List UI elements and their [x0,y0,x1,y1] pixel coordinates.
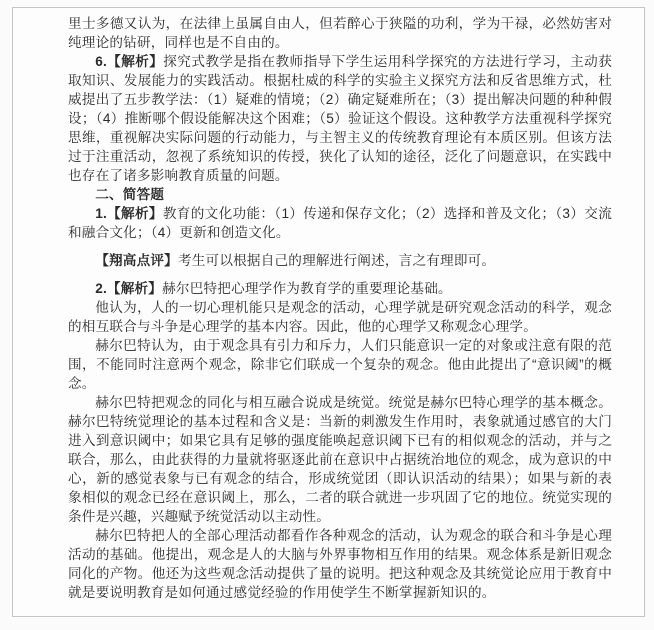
paragraph-text: 赫尔巴特把观念的同化与相互融合说成是统觉。统觉是赫尔巴特心理学的基本概念。赫尔巴特统觉理论的基本过程和含义是：当新的刺激发生作用时，表象就通过感官的大门进入到意识阈中；如果它具有足够的强度能唤起意识阈下已有的相似观念的活动，并与之联合，那么，由此获得的力量就将驱逐此前在意识中占据统治地位的观念，成为意识的中心，新的感觉表象与已有观念的结合，形成统觉团（即认识活动的结果）；如果与新的表象相似的观念已经在意识阈上，那么，二者的联合就进一步巩固了它的地位。统觉实现的条件是兴趣，兴趣赋予统觉活动以主动性。 [68,395,612,524]
section-heading [68,185,612,204]
paragraph-text: 教育的文化功能：（1）传递和保存文化；（2）选择和普及文化；（3）交流和融合文化；（4）更新和创造文化。 [68,206,612,240]
paragraph-text: 考生可以根据自己的理解进行阐述，言之有理即可。 [177,253,496,268]
paragraph [68,14,612,52]
scanned-page-frame [12,7,645,617]
paragraph [68,279,612,298]
paragraph-text: 里士多德又认为，在法律上虽属自由人，但若醉心于狭隘的功利，学为干禄，必然妨害对纯理论的钻研，同样也是不自由的。 [68,16,612,50]
paragraph-text: 他认为，人的一切心理机能只是观念的活动，心理学就是研究观念活动的科学，观念的相互联合与斗争是心理学的基本内容。因此，他的心理学又称观念心理学。 [68,300,612,334]
paragraph [68,52,612,185]
paragraph [68,393,612,526]
paragraph-label: 1.【解析】 [95,206,163,221]
paragraph-text: 赫尔巴特把人的全部心理活动都看作各种观念的活动，认为观念的联合和斗争是心理活动的基础。他提出，观念是人的大脑与外界事物相互作用的结果。观念体系是新旧观念同化的产物。他还为这些观念活动提供了量的说明。把这种观念及其统觉论应用于教育中就是要说明教育是如何通过感觉经验的作用使学生不断掌握新知识的。 [68,528,612,600]
paragraph-label: 2.【解析】 [95,281,163,296]
paragraph-text: 赫尔巴特认为，由于观念具有引力和斥力，人们只能意识一定的对象或注意有限的范围，不能同时注意两个观念，除非它们联成一个复杂的观念。他由此提出了“意识阈”的概念。 [68,338,612,391]
paragraph [68,526,612,602]
paragraph-label: 【翔高点评】 [95,253,178,268]
paragraph-text: 探究式教学是指在教师指导下学生运用科学探究的方法进行学习，主动获取知识、发展能力的实践活动。根据杜威的科学的实验主义探究方法和反省思维方式，杜威提出了五步教学法：（1）疑难的情境；（2）确定疑难所在；（3）提出解决问题的种种假设；（4）推断哪个假设能解决这个困难；（5）验证这个假设。这种教学方法重视科学探究思维，重视解决实际问题的行动能力，与主智主义的传统教育理论有本质区别。但该方法过于注重活动，忽视了系统知识的传授，狭化了认知的途径，泛化了问题意识，在实践中也存在了诸多影响教育质量的问题。 [68,54,612,183]
paragraph [68,204,612,242]
document-content [13,8,644,602]
paragraph [68,336,612,393]
paragraph [68,298,612,336]
paragraph [68,251,612,270]
paragraph-label: 6.【解析】 [95,54,164,69]
paragraph-text: 赫尔巴特把心理学作为教育学的重要理论基础。 [162,281,452,296]
section-heading-text: 二、简答题 [95,187,165,202]
